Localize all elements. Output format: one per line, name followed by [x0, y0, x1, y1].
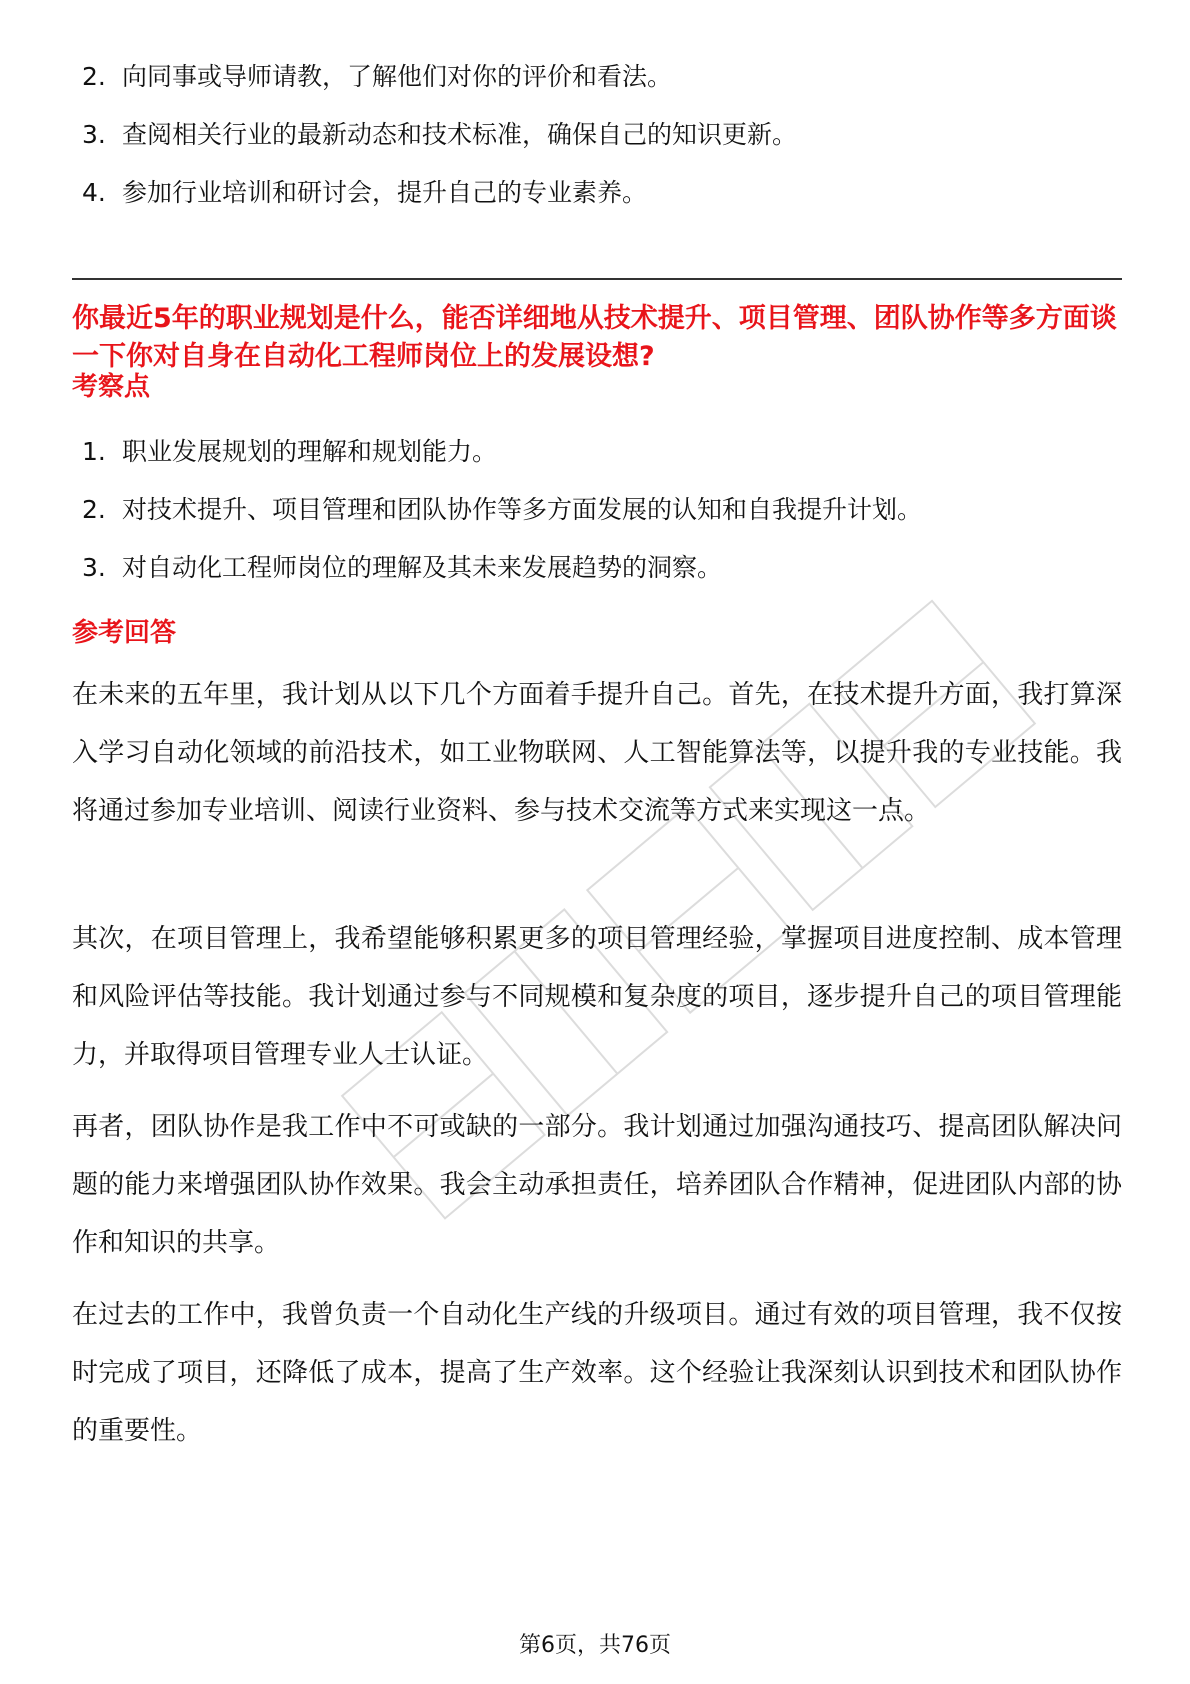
answer-paragraph: 其次，在项目管理上，我希望能够积累更多的项目管理经验，掌握项目进度控制、成本管理和风险评估等技能。我计划通过参与不同规模和复杂度的项目，逐步提升自己的项目管理能力，并取得项目管理专业人士认证。: [72, 924, 1122, 1070]
list-text: 查阅相关行业的最新动态和技术标准，确保自己的知识更新。: [122, 120, 798, 149]
list-item: [82, 164, 1122, 222]
list-text: 对自动化工程师岗位的理解及其未来发展趋势的洞察。: [122, 553, 723, 582]
question-text: 你最近5年的职业规划是什么，能否详细地从技术提升、项目管理、团队协作等多方面谈一下你对自身在自动化工程师岗位上的发展设想?: [72, 303, 1117, 372]
list-text: 对技术提升、项目管理和团队协作等多方面发展的认知和自我提升计划。: [122, 495, 923, 524]
page-number: 第6页，共76页: [519, 1633, 671, 1658]
list-item: [82, 423, 1122, 481]
list-item: [82, 48, 1122, 106]
list-number: 2.: [82, 495, 106, 524]
answer-paragraph: 在过去的工作中，我曾负责一个自动化生产线的升级项目。通过有效的项目管理，我不仅按时完成了项目，还降低了成本，提高了生产效率。这个经验让我深刻认识到技术和团队协作的重要性。: [72, 1300, 1122, 1446]
list-number: 1.: [82, 437, 106, 466]
list-text: 职业发展规划的理解和规划能力。: [122, 437, 498, 466]
exam-points-heading: 考察点: [72, 372, 151, 402]
list-text: 参加行业培训和研讨会，提升自己的专业素养。: [122, 178, 648, 207]
list-number: 3.: [82, 120, 106, 149]
answer-paragraph: 再者，团队协作是我工作中不可或缺的一部分。我计划通过加强沟通技巧、提高团队解决问题的能力来增强团队协作效果。我会主动承担责任，培养团队合作精神，促进团队内部的协作和知识的共享。: [72, 1112, 1122, 1258]
list-number: 4.: [82, 178, 106, 207]
list-item: [82, 539, 1122, 597]
answer-paragraph: 在未来的五年里，我计划从以下几个方面着手提升自己。首先，在技术提升方面，我打算深入学习自动化领域的前沿技术，如工业物联网、人工智能算法等，以提升我的专业技能。我将通过参加专业培训、阅读行业资料、参与技术交流等方式来实现这一点。: [72, 680, 1122, 826]
list-item: [82, 481, 1122, 539]
list-number: 3.: [82, 553, 106, 582]
section-divider: [72, 278, 1122, 280]
top-list: [82, 48, 1122, 222]
list-number: 2.: [82, 62, 106, 91]
exam-points-list: [82, 423, 1122, 597]
list-text: 向同事或导师请教，了解他们对你的评价和看法。: [122, 62, 673, 91]
reference-answer-heading: 参考回答: [72, 618, 177, 648]
list-item: [82, 106, 1122, 164]
